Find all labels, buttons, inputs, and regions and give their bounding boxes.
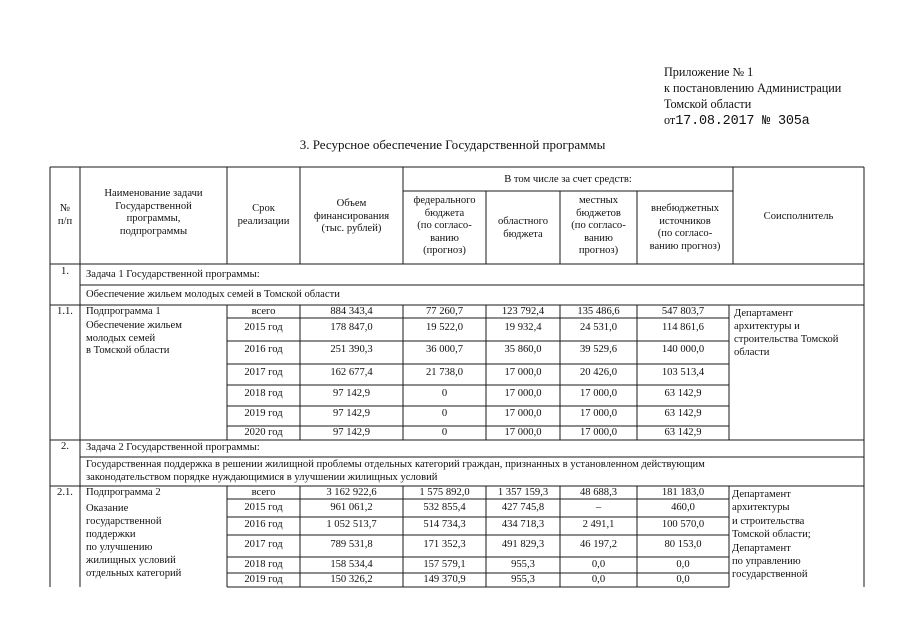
sub2-row-volume: 150 326,2 xyxy=(330,574,373,585)
header-extra-line: источников xyxy=(659,215,711,227)
sub2-row-volume: 961 061,2 xyxy=(330,502,373,513)
sub1-row-term: 2017 год xyxy=(244,367,283,378)
header-extra-line: внебюджетных xyxy=(650,203,720,214)
sub2-row-term: всего xyxy=(251,487,276,498)
sub2-row-local: 48 688,3 xyxy=(579,487,618,498)
header-regional-line: областного xyxy=(497,216,549,227)
sub1-row-regional: 123 792,4 xyxy=(501,306,545,317)
header-name-line: Наименование задачи xyxy=(104,188,203,199)
sub2-row-extra: 100 570,0 xyxy=(661,519,705,530)
sub1-row-extra: 140 000,0 xyxy=(661,344,705,355)
sub1-row-volume: 251 390,3 xyxy=(330,344,373,355)
sub1-desc-line: молодых семей xyxy=(86,332,156,344)
sub1-desc xyxy=(86,320,182,358)
appendix-line1: Приложение № 1 xyxy=(664,65,754,79)
task1-title: Задача 1 Государственной программы: xyxy=(86,269,260,280)
sub2-row-local: 46 197,2 xyxy=(579,539,618,550)
sub2-coexec-line: Департамент xyxy=(732,489,791,500)
sub2-desc-line: по улучшению xyxy=(86,542,153,553)
sub1-row-federal: 36 000,7 xyxy=(425,344,464,355)
sub1-row-extra: 103 513,4 xyxy=(661,367,705,378)
sub1-row-extra: 63 142,9 xyxy=(664,427,702,438)
sub1-row-volume: 162 677,4 xyxy=(330,367,373,378)
sub1-row-regional: 17 000,0 xyxy=(504,427,542,438)
sub1-row-term: 2015 год xyxy=(244,322,283,333)
header-volume-line: (тыс. рублей) xyxy=(321,223,382,234)
header-volume-line: Объем xyxy=(336,198,367,209)
sub1-row-term: 2018 год xyxy=(244,388,283,399)
header-name xyxy=(80,188,227,238)
sub1-coexec-line: строительства Томской xyxy=(734,334,839,345)
sub2-desc-line: поддержки xyxy=(86,529,136,540)
sub1-row-term: 2016 год xyxy=(244,344,283,355)
sub1-row-term: всего xyxy=(251,306,276,317)
task1-subtitle: Обеспечение жильем молодых семей в Томской области xyxy=(86,289,340,300)
sub1-row-regional: 17 000,0 xyxy=(504,367,542,378)
sub1-coexec xyxy=(734,307,838,359)
sub1-row-federal: 21 738,0 xyxy=(425,367,464,378)
sub2-desc xyxy=(86,502,181,580)
header-group: В том числе за счет средств: xyxy=(504,174,632,185)
sub1-coexec-line: Департамент xyxy=(734,308,793,319)
header-local-line: прогноз) xyxy=(578,245,619,256)
sub2-row-regional: 1 357 159,3 xyxy=(497,487,549,498)
header-num xyxy=(50,203,80,228)
header-term xyxy=(227,203,300,228)
sub2-row-federal: 532 855,4 xyxy=(423,502,466,513)
sub2-row-federal: 149 370,9 xyxy=(423,574,466,585)
sub2-num: 2.1. xyxy=(57,487,73,498)
sub2-desc-line: жилищных условий xyxy=(86,555,176,566)
header-local-line: местных xyxy=(578,195,619,206)
header-num-line: № xyxy=(59,203,71,214)
sub2-row-federal: 514 734,3 xyxy=(423,519,466,530)
sub1-row-local: 17 000,0 xyxy=(579,388,618,399)
header-local-line: (по согласо- xyxy=(571,220,626,231)
sub2-row-term: 2015 год xyxy=(244,502,283,513)
sub2-row-volume: 3 162 922,6 xyxy=(326,487,377,498)
sub2-coexec-line: государственной xyxy=(732,569,808,581)
task2-subtitle-line2: законодательством порядке нуждающимися в улучшении жилищных условий xyxy=(86,472,438,483)
sub1-row-extra: 63 142,9 xyxy=(664,388,702,399)
sub1-row-federal: 0 xyxy=(441,408,448,419)
header-federal xyxy=(403,195,486,258)
sub1-row-federal: 0 xyxy=(441,388,448,399)
sub2-row-term: 2017 год xyxy=(244,539,283,550)
appendix-date-number: 17.08.2017 № 305а xyxy=(675,114,810,129)
sub2-coexec-line: архитектуры xyxy=(732,502,790,514)
sub2-desc-line: Оказание xyxy=(86,503,129,514)
sub1-row-local: 135 486,6 xyxy=(577,306,620,317)
header-volume-line: финансирования xyxy=(313,210,390,222)
sub1-row-regional: 35 860,0 xyxy=(504,344,542,355)
sub1-row-federal: 19 522,0 xyxy=(425,322,464,333)
sub1-row-extra: 63 142,9 xyxy=(664,408,702,419)
sub1-row-regional: 19 932,4 xyxy=(504,322,542,333)
appendix-line2: к постановлению Администрации xyxy=(664,81,842,95)
sub2-row-term: 2018 год xyxy=(244,559,283,570)
sub1-row-federal: 0 xyxy=(441,427,448,438)
sub2-row-term: 2019 год xyxy=(244,574,283,585)
header-federal-line: (по согласо- xyxy=(417,220,472,231)
sub2-row-regional: 491 829,3 xyxy=(501,539,545,550)
sub1-row-term: 2020 год xyxy=(244,427,283,438)
header-local-line: бюджетов xyxy=(576,207,621,219)
sub2-desc-line: государственной xyxy=(86,516,162,527)
sub1-row-regional: 17 000,0 xyxy=(504,408,542,419)
header-coexec: Соисполнитель xyxy=(763,211,834,222)
header-volume xyxy=(300,198,403,236)
sub2-row-local: 0,0 xyxy=(591,574,606,585)
header-name-line: Государственной xyxy=(115,200,192,212)
sub2-row-extra: 181 183,0 xyxy=(661,487,705,498)
sub1-row-volume: 97 142,9 xyxy=(332,427,371,438)
sub1-num: 1.1. xyxy=(57,306,73,317)
sub2-row-regional: 434 718,3 xyxy=(501,519,545,530)
sub1-row-regional: 17 000,0 xyxy=(504,388,542,399)
sub1-name: Подпрограмма 1 xyxy=(86,306,161,317)
sub1-row-volume: 97 142,9 xyxy=(332,388,371,399)
document-title: 3. Ресурсное обеспечение Государственной программы xyxy=(299,137,606,152)
header-federal-line: бюджета xyxy=(424,207,465,219)
header-regional-line: бюджета xyxy=(503,228,543,240)
sub1-coexec-line: области xyxy=(734,347,770,358)
sub2-row-extra: 80 153,0 xyxy=(664,539,702,550)
sub2-row-regional: 427 745,8 xyxy=(501,502,545,513)
header-local-line: ванию xyxy=(584,232,613,244)
header-federal-line: (прогноз) xyxy=(423,245,466,256)
sub2-row-extra: 0,0 xyxy=(676,559,690,570)
sub1-row-federal: 77 260,7 xyxy=(425,306,464,317)
sub2-coexec xyxy=(732,488,811,582)
sub2-row-extra: 0,0 xyxy=(676,574,690,585)
sub1-row-volume: 884 343,4 xyxy=(330,306,373,317)
header-federal-line: ванию xyxy=(430,232,459,244)
sub2-row-local: 0,0 xyxy=(591,559,606,570)
sub2-row-local: – xyxy=(595,502,602,513)
sub2-desc-line: отдельных категорий xyxy=(86,568,182,579)
task1-num: 1. xyxy=(61,266,69,277)
sub2-name: Подпрограмма 2 xyxy=(86,487,161,498)
sub2-row-volume: 158 534,4 xyxy=(330,559,373,570)
sub2-row-federal: 157 579,1 xyxy=(423,559,466,570)
sub1-desc-line: в Томской области xyxy=(86,345,170,356)
header-term-line: Срок xyxy=(252,203,275,214)
appendix-line3: Томской области xyxy=(664,97,752,111)
header-extra-line: ванию прогноз) xyxy=(649,240,721,252)
sub2-row-volume: 789 531,8 xyxy=(330,539,373,550)
sub1-desc-line: Обеспечение жильем xyxy=(86,320,182,331)
header-local xyxy=(560,195,637,258)
header-name-line: подпрограммы xyxy=(119,225,188,237)
sub2-row-volume: 1 052 513,7 xyxy=(326,519,377,530)
appendix-date-prefix: от xyxy=(664,113,676,127)
sub2-coexec-line: Томской области; xyxy=(732,529,811,541)
header-extra-line: (по согласо- xyxy=(657,228,713,239)
sub2-row-local: 2 491,1 xyxy=(582,519,615,530)
sub2-row-extra: 460,0 xyxy=(671,502,695,513)
sub1-coexec-line: архитектуры и xyxy=(734,321,800,332)
sub1-row-extra: 114 861,6 xyxy=(662,322,704,333)
sub1-row-term: 2019 год xyxy=(244,408,283,419)
task2-title: Задача 2 Государственной программы: xyxy=(86,442,260,453)
header-extra xyxy=(637,203,733,253)
sub2-coexec-line: и строительства xyxy=(732,515,805,527)
task2-subtitle-line1: Государственная поддержка в решении жилищной проблемы отдельных категорий граждан, признанных в установленном действующим xyxy=(86,459,705,470)
sub2-coexec-line: Департамент xyxy=(732,542,791,554)
sub1-row-local: 20 426,0 xyxy=(579,367,618,378)
sub2-row-term: 2016 год xyxy=(244,519,283,530)
header-name-line: программы, xyxy=(126,213,181,224)
sub1-row-local: 17 000,0 xyxy=(579,408,618,419)
sub2-row-federal: 171 352,3 xyxy=(423,539,466,550)
sub1-row-local: 17 000,0 xyxy=(579,427,618,438)
sub1-row-local: 39 529,6 xyxy=(579,344,618,355)
task2-num: 2. xyxy=(61,441,69,452)
sub2-row-regional: 955,3 xyxy=(511,559,535,570)
sub1-row-volume: 97 142,9 xyxy=(332,408,371,419)
sub2-row-regional: 955,3 xyxy=(511,574,535,585)
sub1-row-extra: 547 803,7 xyxy=(661,306,705,317)
sub2-coexec-line: по управлению xyxy=(732,556,801,568)
header-regional xyxy=(486,216,560,241)
header-num-line: п/п xyxy=(57,215,73,227)
sub2-row-federal: 1 575 892,0 xyxy=(419,487,470,498)
sub1-row-local: 24 531,0 xyxy=(579,322,618,333)
header-federal-line: федерального xyxy=(413,195,476,206)
header-term-line: реализации xyxy=(237,215,290,227)
sub1-row-volume: 178 847,0 xyxy=(330,322,373,333)
